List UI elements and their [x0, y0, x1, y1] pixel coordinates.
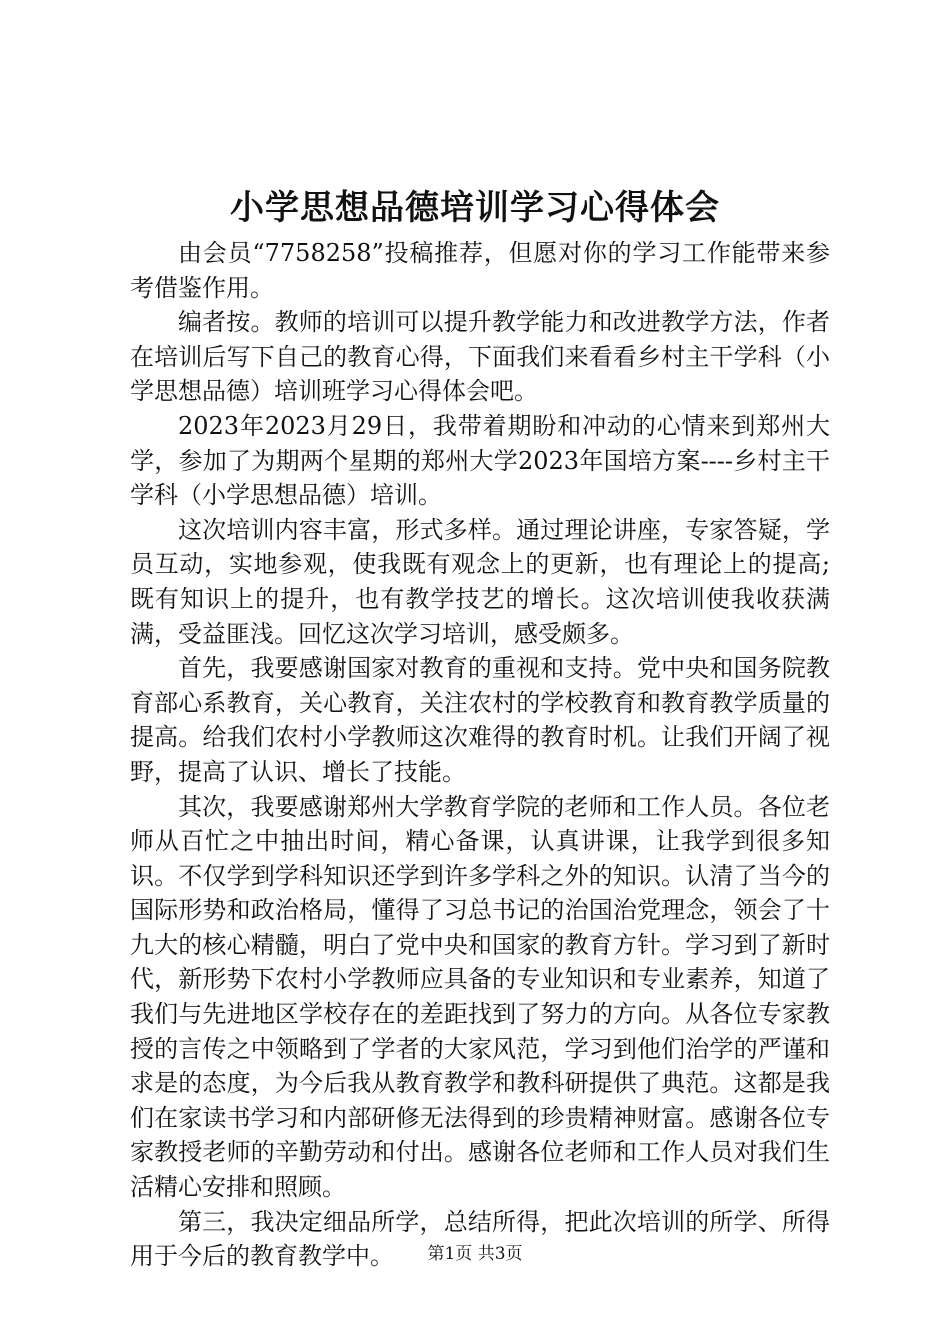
paragraph-third: 第三，我决定细品所学，总结所得，把此次培训的所学、所得用于今后的教育教学中。: [130, 1207, 830, 1271]
document-title: 小学思想品德培训学习心得体会: [230, 188, 720, 228]
paragraph-first: 首先，我要感谢国家对教育的重视和支持。党中央和国务院教育部心系教育，关心教育，关注农村的学校教育和教育教学质量的提高。给我们农村小学教师这次难得的教育时机。让我们开阔了视野，提高了认识、增长了技能。: [130, 654, 830, 786]
page-number: 第1页 共3页: [427, 1244, 523, 1264]
paragraph-date: 2023年2023月29日，我带着期盼和冲动的心情来到郑州大学，参加了为期两个星期的郑州大学2023年国培方案----乡村主干学科（小学思想品德）培训。: [130, 411, 830, 510]
paragraph-editor-note: 编者按。教师的培训可以提升教学能力和改进教学方法，作者在培训后写下自己的教育心得，下面我们来看看乡村主干学科（小学思想品德）培训班学习心得体会吧。: [130, 308, 830, 406]
paragraph-intro: 由会员“7758258”投稿推荐，但愿对你的学习工作能带来参考借鉴作用。: [130, 239, 830, 302]
document-body: [130, 236, 830, 1274]
paragraph-content: 这次培训内容丰富，形式多样。通过理论讲座，专家答疑，学员互动，实地参观，使我既有观念上的更新，也有理论上的提高;既有知识上的提升，也有教学技艺的增长。这次培训使我收获满满，受益匪浅。回忆这次学习培训，感受颇多。: [130, 515, 830, 648]
paragraph-second: 其次，我要感谢郑州大学教育学院的老师和工作人员。各位老师从百忙之中抽出时间，精心备课，认真讲课，让我学到很多知识。不仅学到学科知识还学到许多学科之外的知识。认清了当今的国际形势和政治格局，懂得了习总书记的治国治党理念，领会了十九大的核心精髓，明白了党中央和国家的教育方针。学习到了新时代，新形势下农村小学教师应具备的专业知识和专业素养，知道了我们与先进地区学校存在的差距找到了努力的方向。从各位专家教授的言传之中领略到了学者的大家风范，学习到他们治学的严谨和求是的态度，为今后我从教育教学和教科研提供了典范。这都是我们在家读书学习和内部研修无法得到的珍贵精神财富。感谢各位专家教授老师的辛勤劳动和付出。感谢各位老师和工作人员对我们生活精心安排和照顾。: [130, 792, 830, 1202]
